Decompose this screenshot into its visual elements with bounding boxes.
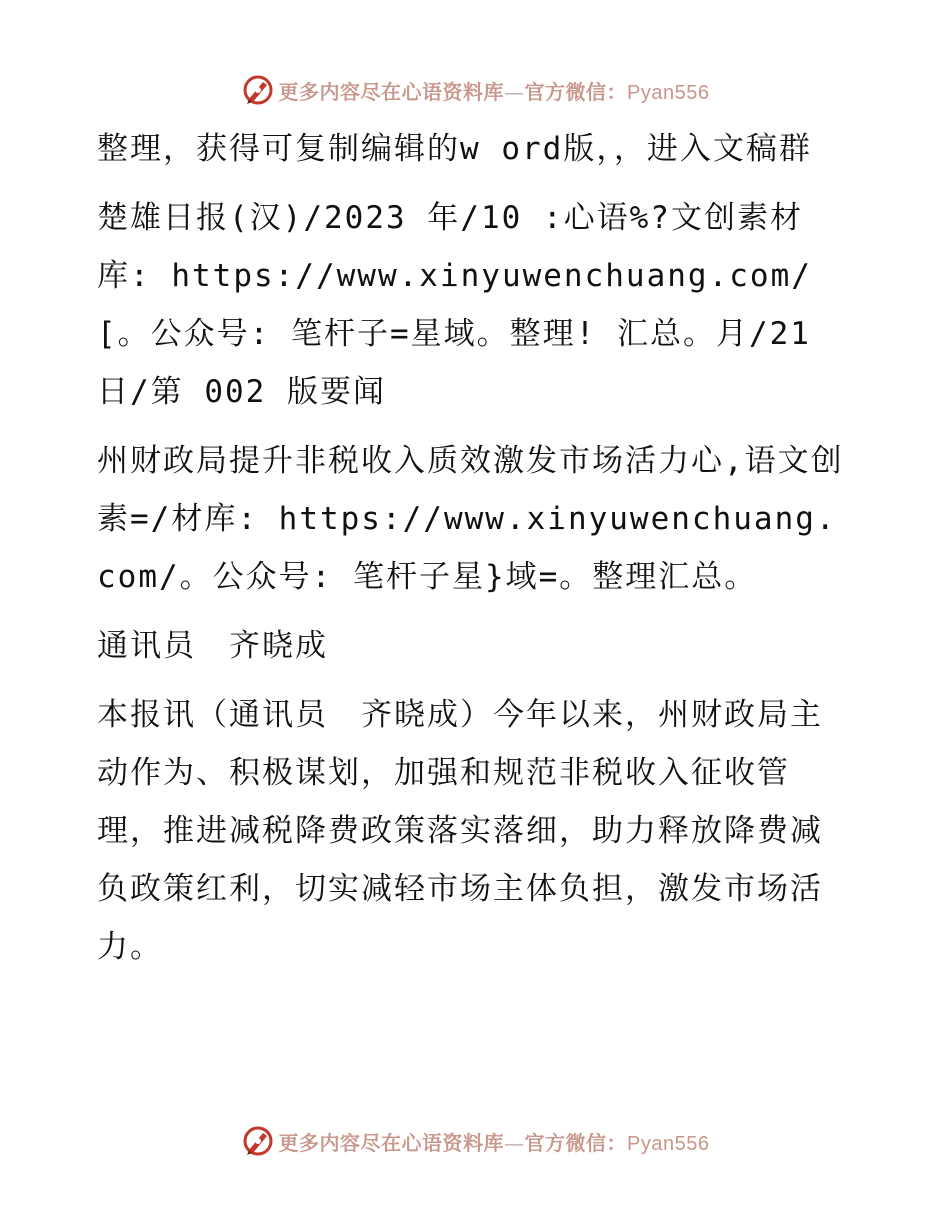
paragraph-source: 楚雄日报(汉)/2023 年/10 :心语%?文创素材库: https://www.xinyuwenchuang.com/[。公众号: 笔杆子=星域。整理! 汇总。月/21 日/第 002 版要闻 [97, 200, 812, 410]
banner-text: 更多内容尽在心语资料库 [278, 1130, 505, 1155]
wechat-id: Pyan556 [627, 81, 710, 104]
banner-separator: — [504, 1130, 525, 1155]
paragraph-headline: 州财政局提升非税收入质效激发市场活力心,语文创素=/材库: https://www.xinyuwenchuang.com/。公众号: 笔杆子星}域=。整理汇总。 [97, 443, 844, 595]
document-body [97, 120, 849, 987]
wechat-id: Pyan556 [627, 1132, 710, 1155]
paragraph-byline: 通讯员 齐晓成 [97, 628, 328, 664]
banner-separator: — [504, 79, 525, 104]
banner-suffix: 官方微信： [524, 1130, 628, 1155]
banner-text: 更多内容尽在心语资料库 [278, 79, 505, 104]
pen-logo-icon [241, 1124, 275, 1158]
header-banner [0, 70, 950, 110]
banner-suffix: 官方微信： [524, 79, 628, 104]
paragraph-intro: 整理，获得可复制编辑的w ord版，，进入文稿群 [97, 131, 812, 167]
pen-logo-icon [241, 73, 275, 107]
footer-banner [0, 1121, 950, 1161]
paragraph-body: 本报讯（通讯员 齐晓成）今年以来，州财政局主动作为、积极谋划，加强和规范非税收入征收管理，推进减税降费政策落实落细，助力释放降费减负政策红利，切实减轻市场主体负担，激发市场活力。 [97, 697, 823, 965]
